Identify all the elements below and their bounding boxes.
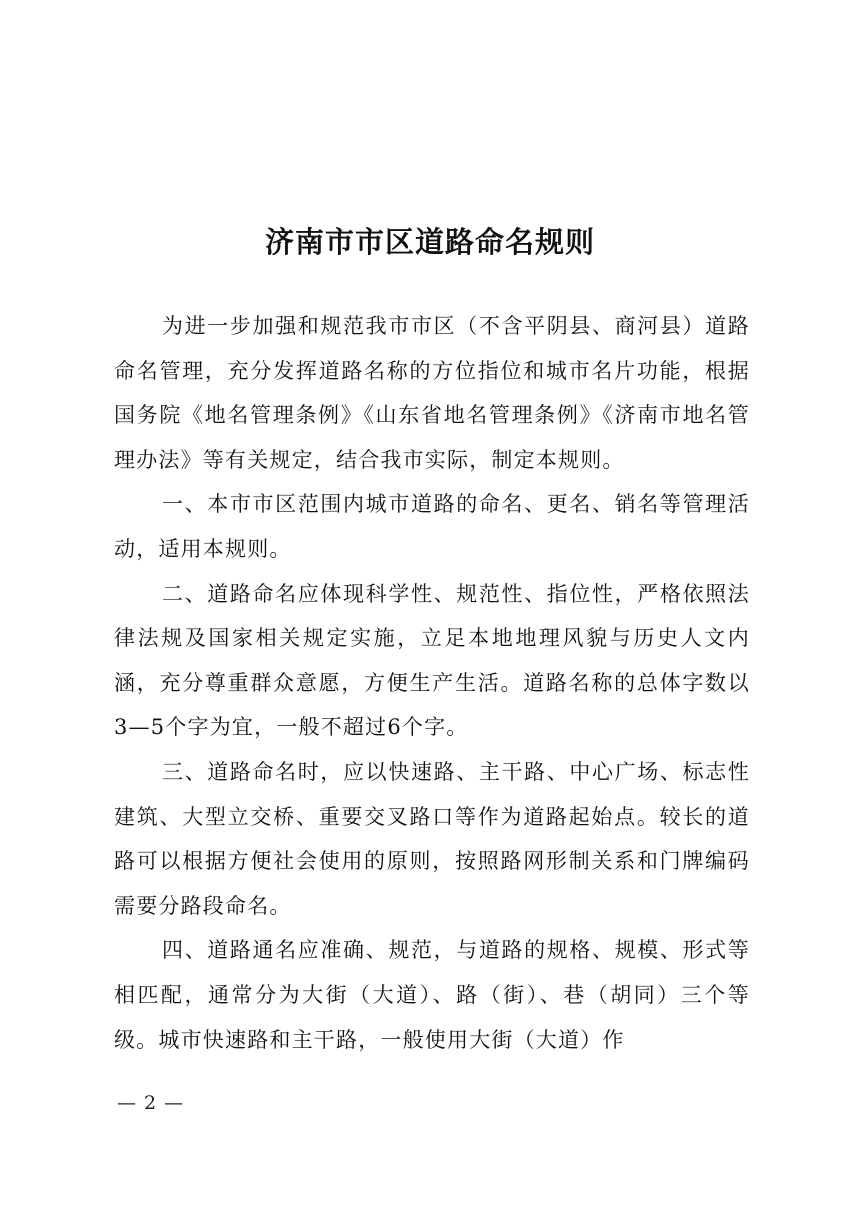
document-body: [114, 304, 750, 1062]
paragraph-article-4: 四、道路通名应准确、规范，与道路的规格、规模、形式等相匹配，通常分为大街（大道）、路（街）、巷（胡同）三个等级。城市快速路和主干路，一般使用大街（大道）作: [114, 938, 750, 1052]
paragraph-article-1: 一、本市市区范围内城市道路的命名、更名、销名等管理活动，适用本规则。: [114, 492, 750, 561]
page-number: — 2 —: [117, 1092, 185, 1114]
paragraph-article-3: 三、道路命名时，应以快速路、主干路、中心广场、标志性建筑、大型立交桥、重要交叉路口等作为道路起始点。较长的道路可以根据方便社会使用的原则，按照路网形制关系和门牌编码需要分路段命名。: [114, 759, 750, 918]
paragraph-intro: 为进一步加强和规范我市市区（不含平阴县、商河县）道路命名管理，充分发挥道路名称的方位指位和城市名片功能，根据国务院《地名管理条例》《山东省地名管理条例》《济南市地名管理办法》等有关规定，结合我市实际，制定本规则。: [114, 314, 750, 472]
document-title: 济南市市区道路命名规则: [264, 225, 595, 259]
paragraph-article-2: 二、道路命名应体现科学性、规范性、指位性，严格依照法律法规及国家相关规定实施，立足本地地理风貌与历史人文内涵，充分尊重群众意愿，方便生产生活。道路名称的总体字数以3—5个字为宜，一般不超过6个字。: [114, 581, 750, 740]
